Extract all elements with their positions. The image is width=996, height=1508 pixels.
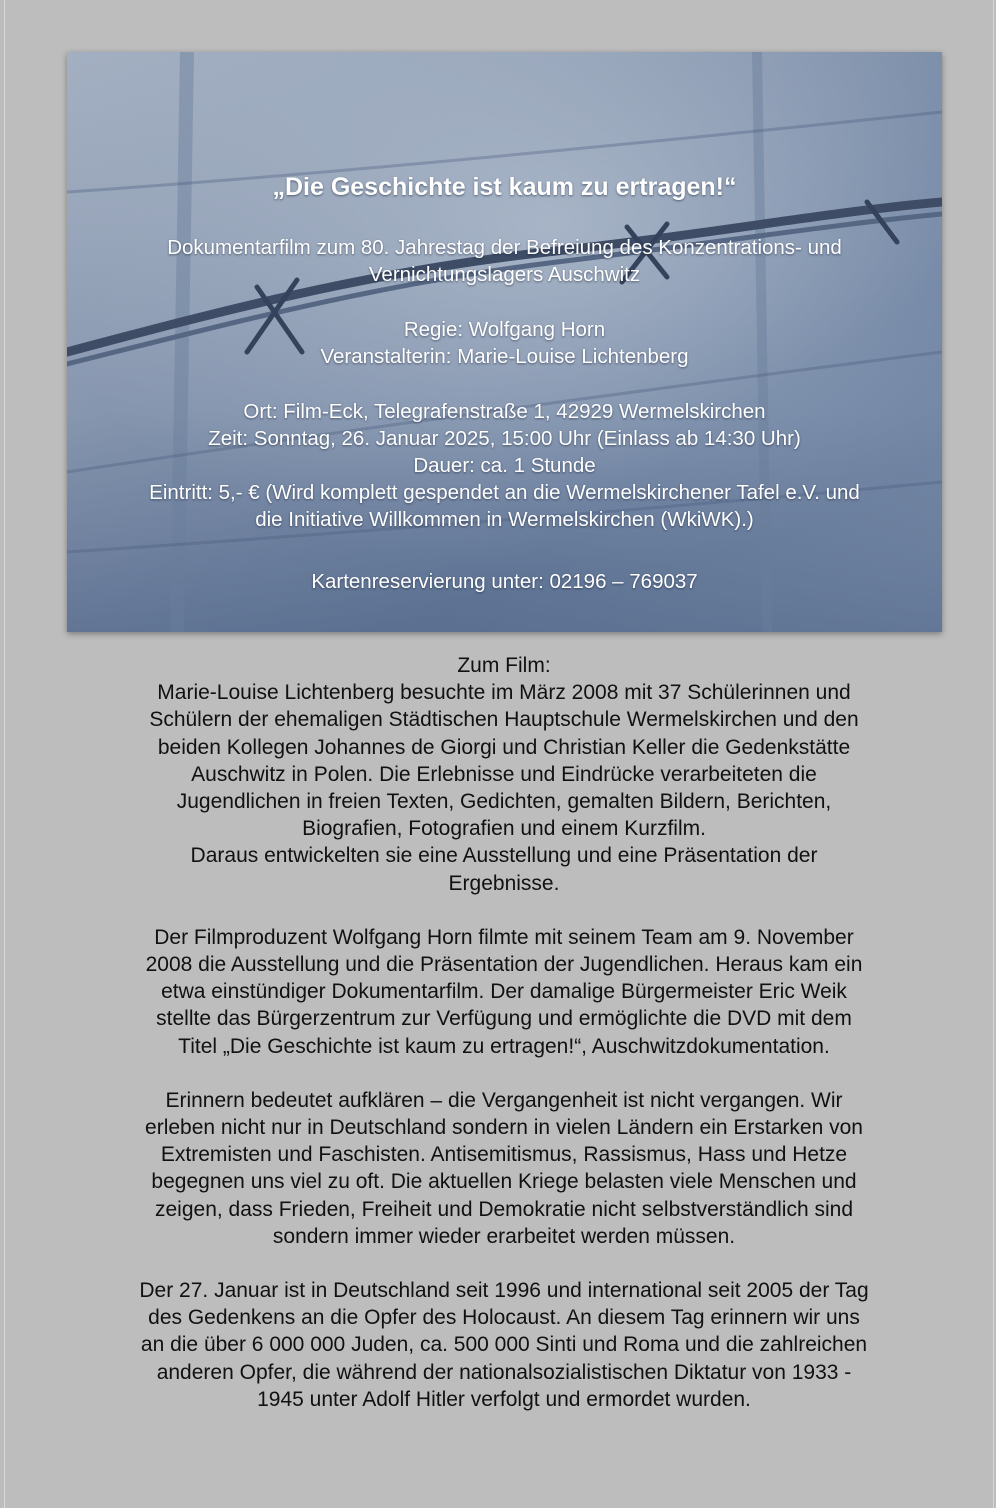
paragraph-gap [55, 1250, 953, 1277]
text-line: Der Filmproduzent Wolfgang Horn filmte mit seinem Team am 9. November [154, 925, 854, 949]
banner-event-details [67, 398, 942, 533]
banner-image [67, 52, 942, 632]
text-line: zeigen, dass Frieden, Freiheit und Demokratie nicht selbstverständlich sind [154, 1197, 853, 1221]
text-line: Auschwitz in Polen. Die Erlebnisse und Eindrücke verarbeiteten die [191, 762, 817, 786]
organizer-line: Veranstalterin: Marie-Louise Lichtenberg [320, 345, 689, 368]
paragraph-4 [55, 1277, 953, 1413]
text-line: des Gedenkens an die Opfer des Holocaust. An diesem Tag erinnern wir uns [148, 1306, 860, 1330]
text-line: begegnen uns viel zu oft. Die aktuellen Kriege belasten viele Menschen und [151, 1170, 857, 1194]
page [4, 0, 994, 1508]
director-line: Regie: Wolfgang Horn [403, 318, 606, 341]
text-line: Jugendlichen in freien Texten, Gedichten, gemalten Bildern, Berichten, [176, 790, 832, 814]
banner-credits [67, 316, 942, 370]
text-line: Daraus entwickelten sie eine Ausstellung und eine Präsentation der [190, 844, 818, 868]
text-line: Titel „Die Geschichte ist kaum zu ertragen!“, Auschwitzdokumentation. [178, 1034, 830, 1058]
subtitle-line: Dokumentarfilm zum 80. Jahrestag der Befreiung des Konzentrations- und [167, 236, 842, 259]
banner-subtitle [67, 234, 942, 288]
subtitle-line: Vernichtungslagers Auschwitz [368, 263, 641, 286]
paragraph-gap [55, 897, 953, 924]
duration-line: Dauer: ca. 1 Stunde [413, 454, 596, 477]
paragraph-3 [55, 1087, 953, 1250]
text-line: 1945 unter Adolf Hitler verfolgt und ermordet wurden. [257, 1387, 751, 1411]
reservation-line: Kartenreservierung unter: 02196 – 769037 [311, 570, 698, 593]
banner-title: „Die Geschichte ist kaum zu ertragen!“ [272, 173, 737, 201]
entry-line: Eintritt: 5,- € (Wird komplett gespendet an die Wermelskirchener Tafel e.V. und [149, 481, 860, 504]
text-line: beiden Kollegen Johannes de Giorgi und Christian Keller die Gedenkstätte [157, 735, 851, 759]
text-line: Biografien, Fotografien und einem Kurzfilm. [302, 817, 706, 841]
section-heading: Zum Film: [457, 654, 551, 677]
text-line: Der 27. Januar ist in Deutschland seit 1996 und international seit 2005 der Tag [139, 1279, 869, 1303]
text-line: 2008 die Ausstellung und die Präsentation der Jugendlichen. Heraus kam ein [145, 953, 863, 977]
paragraph-1 [55, 679, 953, 897]
text-line: anderen Opfer, die während der nationalsozialistischen Diktatur von 1933 - [156, 1360, 852, 1384]
text-line: Erinnern bedeutet aufklären – die Vergangenheit ist nicht vergangen. Wir [165, 1088, 843, 1112]
text-line: Ergebnisse. [448, 871, 560, 895]
text-line: sondern immer wieder erarbeitet werden müssen. [272, 1224, 736, 1248]
text-line: erleben nicht nur in Deutschland sondern in vielen Ländern ein Erstarken von [145, 1116, 863, 1140]
text-line: Schülern der ehemaligen Städtischen Hauptschule Wermelskirchen und den [149, 708, 859, 732]
text-line: etwa einstündiger Dokumentarfilm. Der damalige Bürgermeister Eric Weik [161, 980, 847, 1004]
text-line: stellte das Bürgerzentrum zur Verfügung und ermöglichte die DVD mit dem [156, 1007, 852, 1031]
film-description [55, 652, 953, 1413]
paragraph-2 [55, 924, 953, 1060]
location-line: Ort: Film-Eck, Telegrafenstraße 1, 42929 Wermelskirchen [243, 400, 766, 423]
paragraph-gap [55, 1060, 953, 1087]
text-line: Extremisten und Faschisten. Antisemitismus, Rassismus, Hass und Hetze [160, 1143, 848, 1167]
text-line: Marie-Louise Lichtenberg besuchte im März 2008 mit 37 Schülerinnen und [157, 681, 851, 705]
text-line: an die über 6 000 000 Juden, ca. 500 000 Sinti und Roma und die zahlreichen [140, 1333, 868, 1357]
entry-line: die Initiative Willkommen in Wermelskirchen (WkiWK).) [255, 508, 754, 531]
time-line: Zeit: Sonntag, 26. Januar 2025, 15:00 Uhr (Einlass ab 14:30 Uhr) [208, 427, 801, 450]
